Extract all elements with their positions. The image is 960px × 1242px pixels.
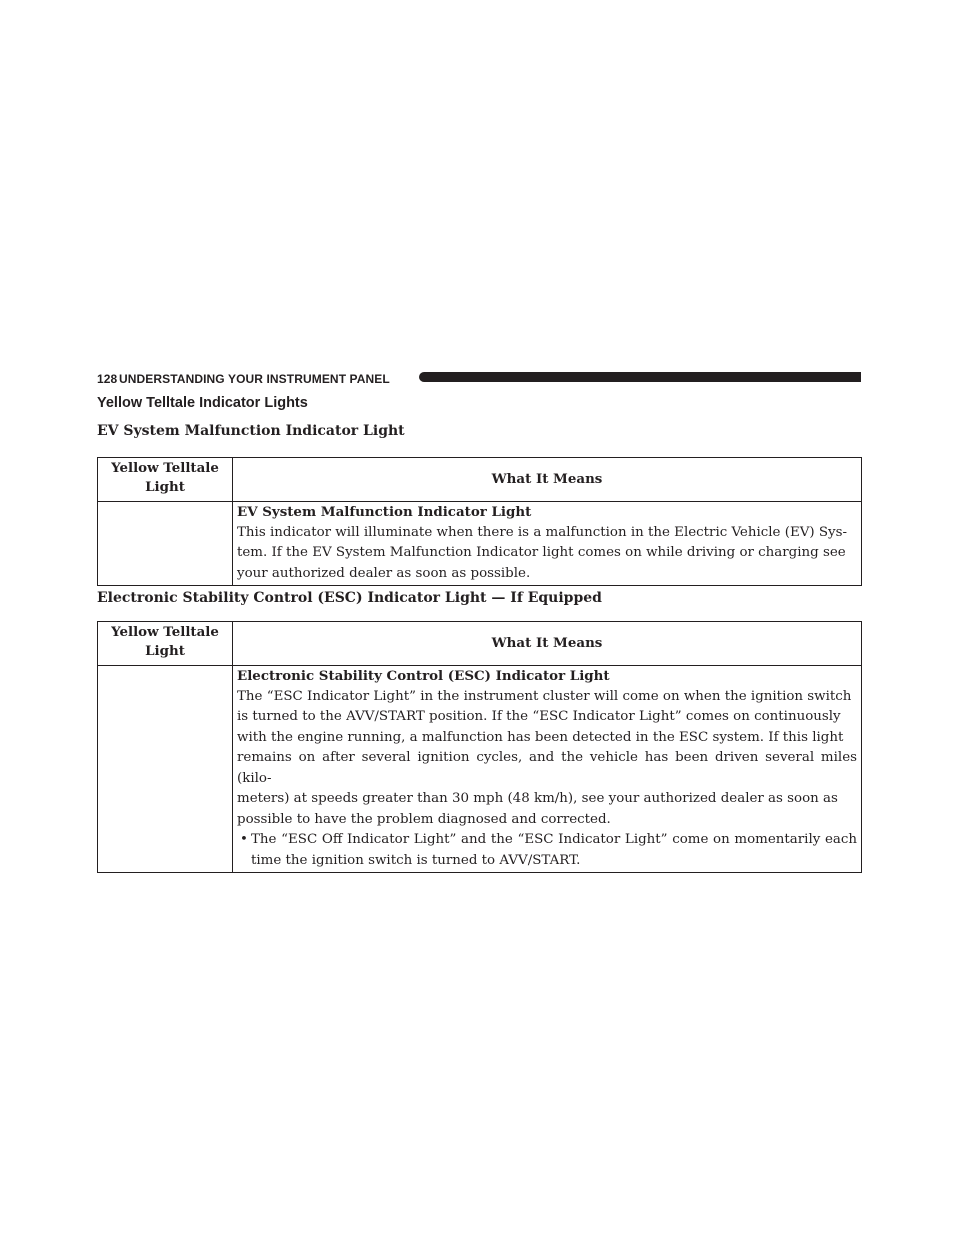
page-header bbox=[97, 371, 861, 387]
bullet-text: The “ESC Off Indicator Light” and the “ESC Indicator Light” come on momentarily each time the ignition switch is turned to AVV/START. bbox=[251, 832, 857, 868]
body-line: is turned to the AVV/START position. If the “ESC Indicator Light” comes on continuously bbox=[237, 709, 841, 724]
table-row bbox=[98, 502, 862, 586]
bullet-item bbox=[237, 830, 857, 871]
ev-section-title: EV System Malfunction Indicator Light bbox=[97, 423, 405, 439]
bullet-dot-icon: • bbox=[240, 832, 248, 847]
page-number: 128 bbox=[97, 372, 118, 386]
body-line: possible to have the problem diagnosed and corrected. bbox=[237, 811, 611, 827]
body-line: remains on after several ignition cycles, and the vehicle has been driven several miles (kilo- bbox=[237, 750, 857, 786]
col-header-meaning: What It Means bbox=[233, 458, 862, 502]
row-title: Electronic Stability Control (ESC) Indicator Light bbox=[237, 668, 610, 684]
meaning-cell bbox=[233, 666, 862, 873]
page-heading: Yellow Telltale Indicator Lights bbox=[97, 395, 308, 411]
telltale-icon-cell bbox=[98, 502, 233, 586]
body-line: with the engine running, a malfunction has been detected in the ESC system. If this light bbox=[237, 729, 844, 745]
esc-telltale-table bbox=[97, 621, 862, 873]
ev-telltale-table bbox=[97, 457, 862, 586]
table-header-row bbox=[98, 622, 862, 666]
col-header-meaning: What It Means bbox=[233, 622, 862, 666]
row-title: EV System Malfunction Indicator Light bbox=[237, 504, 532, 520]
table-header-row bbox=[98, 458, 862, 502]
telltale-icon-cell bbox=[98, 666, 233, 873]
body-line: The “ESC Indicator Light” in the instrument cluster will come on when the ignition switch bbox=[237, 688, 852, 704]
section-title: UNDERSTANDING YOUR INSTRUMENT PANEL bbox=[119, 372, 390, 386]
body-line: tem. If the EV System Malfunction Indicator light comes on while driving or charging see bbox=[237, 545, 846, 560]
col-header-telltale: Yellow Telltale Light bbox=[98, 622, 233, 666]
body-line: your authorized dealer as soon as possible. bbox=[237, 565, 531, 581]
body-line: meters) at speeds greater than 30 mph (48 km/h), see your authorized dealer as soon as bbox=[237, 791, 838, 806]
meaning-cell bbox=[233, 502, 862, 586]
col-header-telltale: Yellow Telltale Light bbox=[98, 458, 233, 502]
esc-section-title: Electronic Stability Control (ESC) Indicator Light — If Equipped bbox=[97, 590, 602, 606]
header-rule bbox=[419, 372, 861, 382]
body-line: This indicator will illuminate when there is a malfunction in the Electric Vehicle (EV) Sys- bbox=[237, 524, 847, 540]
table-row bbox=[98, 666, 862, 873]
